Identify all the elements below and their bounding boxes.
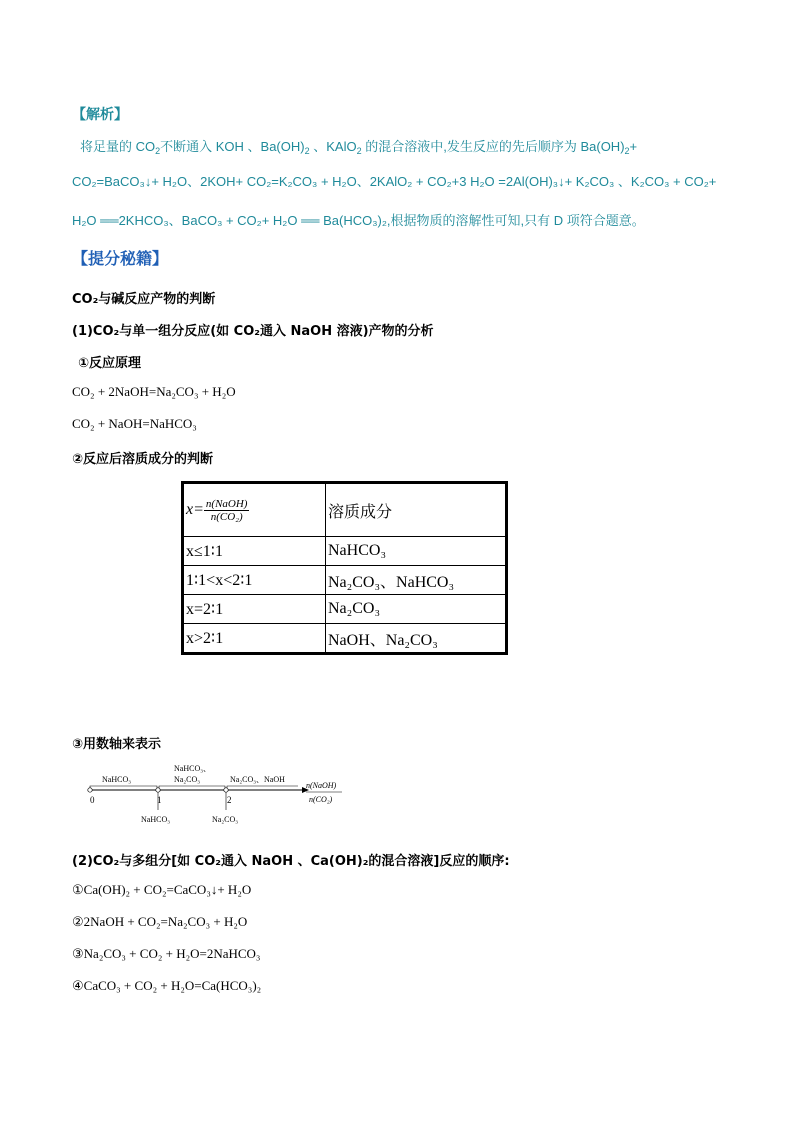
order-item-3: ③Na₂CO₃ + CO₂ + H₂O=2NaHCO₃ bbox=[72, 946, 261, 961]
region-bracket bbox=[159, 786, 225, 790]
ratio-fraction: $\frac{\text{n(NaOH)}}{\text{n(CO₂)}}$ bbox=[205, 497, 248, 523]
top-label: Na₂CO₃ bbox=[174, 775, 201, 784]
top-label: Na₂CO₃、NaOH bbox=[230, 775, 285, 784]
region-bracket bbox=[90, 786, 157, 790]
table-row: x≤1∶1 NaHCO₃ bbox=[183, 537, 507, 566]
order-item-2: ②2NaOH + CO₂=Na₂CO₃ + H₂O bbox=[72, 914, 248, 929]
axis-heading: ③用数轴来表示 bbox=[72, 737, 162, 752]
header-solute: 溶质成分 bbox=[326, 483, 507, 537]
table-row: 1∶1<x<2∶1 Na₂CO₃、NaHCO₃ bbox=[183, 566, 507, 595]
header-ratio: x= $\frac{\text{n(NaOH)}}{\text{n(CO₂)}}$ bbox=[183, 483, 326, 537]
tips-subtitle: CO₂与碱反应产物的判断 bbox=[72, 292, 216, 307]
tick-label: 0 bbox=[90, 795, 95, 805]
equation-2: CO₂ + NaOH=NaHCO₃ bbox=[72, 416, 197, 431]
judge-heading: ②反应后溶质成分的判断 bbox=[72, 452, 214, 467]
tick-point bbox=[156, 788, 160, 792]
analysis-title: 【解析】 bbox=[72, 107, 128, 123]
table-row: x>2∶1 NaOH、Na₂CO₃ bbox=[183, 624, 507, 654]
number-line-diagram bbox=[84, 762, 354, 828]
bottom-label: Na₂CO₃ bbox=[212, 815, 239, 824]
table-header-row bbox=[183, 483, 507, 537]
part2-heading: (2)CO₂与多组分[如 CO₂通入 NaOH 、Ca(OH)₂的混合溶液]反应的顺序: bbox=[72, 854, 510, 869]
order-item-1: ①Ca(OH)₂ + CO₂=CaCO₃↓+ H₂O bbox=[72, 882, 252, 897]
order-item-4: ④CaCO₃ + CO₂ + H₂O=Ca(HCO₃)₂ bbox=[72, 978, 262, 993]
equation-1: CO₂ + 2NaOH=Na₂CO₃ + H₂O bbox=[72, 384, 236, 399]
region-bracket bbox=[227, 786, 298, 790]
tick-label: 2 bbox=[227, 795, 232, 805]
principle-heading: ①反应原理 bbox=[78, 356, 142, 371]
analysis-line-1: 将足量的 $CO_2$不断通入 KOH 、$Ba(OH)_2$ 、KAlO$_2$ 的混合溶液中,发生反应的先后顺序为 $Ba(OH)_2+$ bbox=[80, 139, 638, 156]
axis-numerator: n(NaOH) bbox=[306, 781, 337, 790]
tick-label: 1 bbox=[157, 795, 162, 805]
tick-point bbox=[88, 788, 92, 792]
bottom-label: NaHCO₃ bbox=[141, 815, 171, 824]
top-label: NaHCO₃ bbox=[102, 775, 132, 784]
analysis-line-3: H₂O ══2KHCO₃、BaCO₃ + CO₂+ H₂O ══ Ba(HCO₃)₂,根据物质的溶解性可知,只有 D 项符合题意。 bbox=[72, 213, 645, 228]
solute-table bbox=[181, 481, 508, 655]
analysis-line-2: CO₂=BaCO₃↓+ H₂O、2KOH+ CO₂=K₂CO₃ + H₂O、2KAlO₂ + CO₂+3 H₂O =2Al(OH)₃↓+ K₂CO₃ 、K₂CO₃ + CO₂+ bbox=[72, 174, 717, 189]
tips-title: 【提分秘籍】 bbox=[72, 249, 169, 268]
top-label: NaHCO₃、 bbox=[174, 764, 212, 773]
tick-point bbox=[224, 788, 228, 792]
part1-heading: (1)CO₂与单一组分反应(如 CO₂通入 NaOH 溶液)产物的分析 bbox=[72, 324, 434, 339]
table-row: x=2∶1 Na₂CO₃ bbox=[183, 595, 507, 624]
axis-denominator: n(CO₂) bbox=[309, 795, 333, 804]
